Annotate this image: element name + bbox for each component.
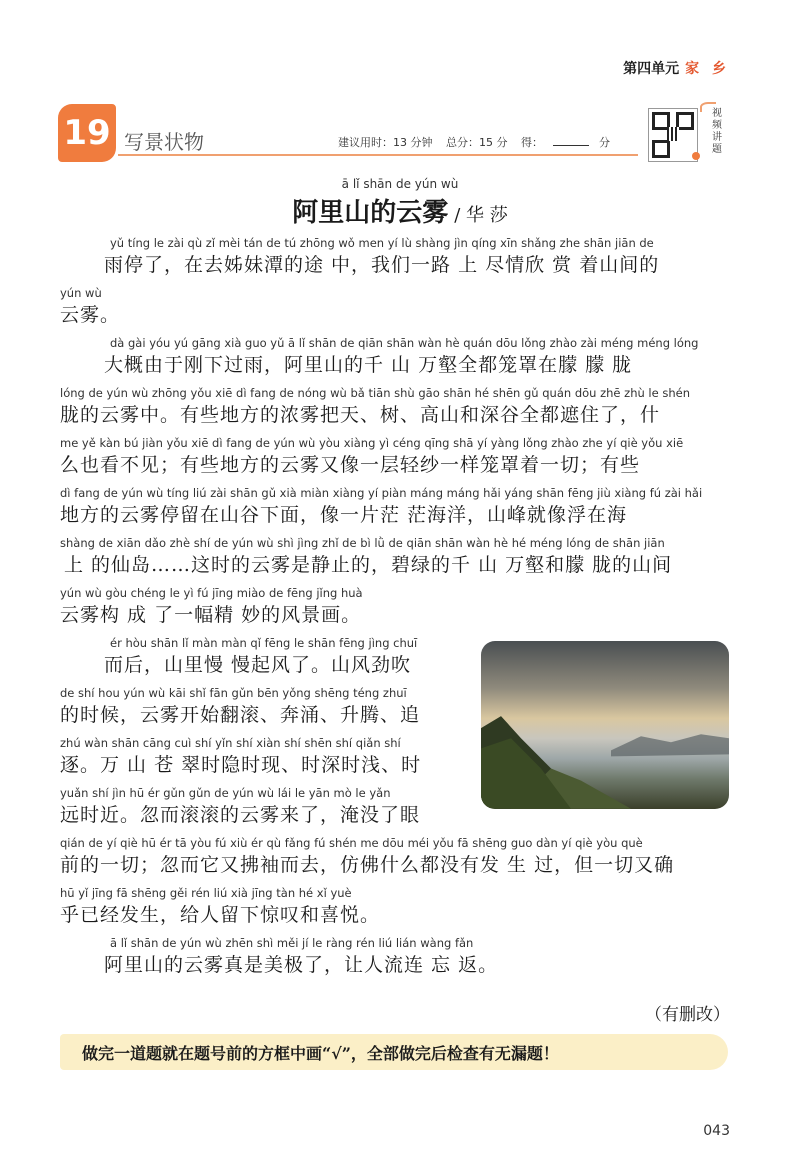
line-pinyin: shàng de xiān dǎo zhè shí de yún wù shì jìng zhǐ de bì lǜ de qiān shān wàn hè hé méng lóng de shān jiān bbox=[60, 536, 665, 550]
mountain-cloud-photo bbox=[481, 641, 729, 809]
line-pinyin: dì fang de yún wù tíng liú zài shān gǔ xià miàn xiàng yí piàn máng máng hǎi yáng shān fēng jiù xiàng fú zài hǎi bbox=[60, 486, 703, 500]
got-label: 得： 分 bbox=[521, 136, 610, 149]
line-text: 胧的云雾中。有些地方的浓雾把天、树、高山和深谷全都遮住了，什 bbox=[60, 404, 661, 426]
title-pinyin: ā lǐ shān de yún wù bbox=[341, 177, 459, 191]
line-text: 云雾构 成 了一幅精 妙的风景画。 bbox=[60, 604, 362, 626]
score-label: 总分：15 分 bbox=[446, 136, 508, 149]
line-pinyin: zhú wàn shān cāng cuì shí yǐn shí xiàn shí shēn shí qiǎn shí bbox=[60, 736, 401, 750]
line-text: 云雾。 bbox=[60, 304, 121, 326]
line-pinyin: yǔ tíng le zài qù zǐ mèi tán de tú zhōng wǒ men yí lù shàng jìn qíng xīn shǎng zhe shān jiān de bbox=[110, 236, 654, 250]
lesson-title: 写景状物 bbox=[124, 130, 204, 154]
qr-label: 视频讲题 bbox=[712, 108, 722, 155]
article-author: / 华 莎 bbox=[454, 205, 508, 226]
line-pinyin: yún wù bbox=[60, 286, 102, 300]
line-text: 的时候，云雾开始翻滚、奔涌、升腾、追 bbox=[60, 704, 421, 726]
line-text: 上 的仙岛……这时的云雾是静止的，碧绿的千 山 万壑和朦 胧的山间 bbox=[64, 554, 673, 576]
line-pinyin: ā lǐ shān de yún wù zhēn shì měi jí le ràng rén liú lián wàng fǎn bbox=[110, 936, 474, 950]
line-pinyin: lóng de yún wù zhōng yǒu xiē dì fang de nóng wù bǎ tiān shù gāo shān hé shēn gǔ quán dōu zhē zhù le shén bbox=[60, 386, 691, 400]
tip-bar bbox=[60, 1034, 728, 1070]
score-blank[interactable] bbox=[553, 145, 589, 146]
line-pinyin: de shí hou yún wù kāi shǐ fān gǔn bēn yǒng shēng téng zhuī bbox=[60, 686, 407, 700]
line-pinyin: qián de yí qiè hū ér tā yòu fú xiù ér qù fǎng fú shén me dōu méi yǒu fā shēng guo dàn yí qiè yòu què bbox=[60, 836, 643, 850]
line-text: 而后，山里慢 慢起风了。山风劲吹 bbox=[104, 654, 412, 676]
lesson-meta bbox=[338, 134, 630, 150]
line-text: 前的一切；忽而它又拂袖而去，仿佛什么都没有发 生 过，但一切又确 bbox=[60, 854, 675, 876]
line-text: 雨停了，在去姊妹潭的途 中，我们一路 上 尽情欣 赏 着山间的 bbox=[104, 254, 660, 276]
line-pinyin: me yě kàn bú jiàn yǒu xiē dì fang de yún wù yòu xiàng yì céng qīng shā yí yàng lǒng zhào zhe yí qiè yǒu xiē bbox=[60, 436, 684, 450]
line-pinyin: hū yǐ jīng fā shēng gěi rén liú xià jīng tàn hé xǐ yuè bbox=[60, 886, 352, 900]
article-title: 阿里山的云雾 bbox=[292, 198, 449, 228]
unit-name: 家 乡 bbox=[685, 61, 730, 77]
qr-code-icon[interactable] bbox=[648, 108, 698, 162]
credit-note: （有删改） bbox=[645, 1005, 730, 1025]
tip-text: 做完一道题就在题号前的方框中画“√”，全部做完后检查有无漏题！ bbox=[82, 1044, 559, 1063]
line-pinyin: yún wù gòu chéng le yì fú jīng miào de fēng jǐng huà bbox=[60, 586, 363, 600]
lesson-header bbox=[58, 104, 638, 164]
play-dot-icon bbox=[692, 152, 700, 160]
article-title-row bbox=[0, 192, 800, 229]
lesson-number: 19 bbox=[58, 104, 116, 162]
lesson-underline bbox=[118, 154, 638, 156]
line-pinyin: dà gài yóu yú gāng xià guo yǔ ā lǐ shān de qiān shān wàn hè quán dōu lǒng zhào zài méng méng lóng bbox=[110, 336, 699, 350]
line-text: 么也看不见；有些地方的云雾又像一层轻纱一样笼罩着一切；有些 bbox=[60, 454, 641, 476]
line-pinyin: yuǎn shí jìn hū ér gǔn gǔn de yún wù lái le yān mò le yǎn bbox=[60, 786, 391, 800]
line-text: 大概由于刚下过雨，阿里山的千 山 万壑全都笼罩在朦 朦 胧 bbox=[104, 354, 633, 376]
line-text: 乎已经发生，给人留下惊叹和喜悦。 bbox=[60, 904, 381, 926]
line-text: 地方的云雾停留在山谷下面，像一片茫 茫海洋，山峰就像浮在海 bbox=[60, 504, 628, 526]
time-label: 建议用时：13 分钟 bbox=[338, 136, 433, 149]
line-text: 远时近。忽而滚滚的云雾来了，淹没了眼 bbox=[60, 804, 421, 826]
line-pinyin: ér hòu shān lǐ màn màn qǐ fēng le shān fēng jìng chuī bbox=[110, 636, 418, 650]
page-number: 043 bbox=[703, 1123, 730, 1139]
line-text: 阿里山的云雾真是美极了，让人流连 忘 返。 bbox=[104, 954, 499, 976]
line-text: 逐。万 山 苍 翠时隐时现、时深时浅、时 bbox=[60, 754, 422, 776]
unit-label: 第四单元 家 乡 bbox=[623, 61, 730, 77]
